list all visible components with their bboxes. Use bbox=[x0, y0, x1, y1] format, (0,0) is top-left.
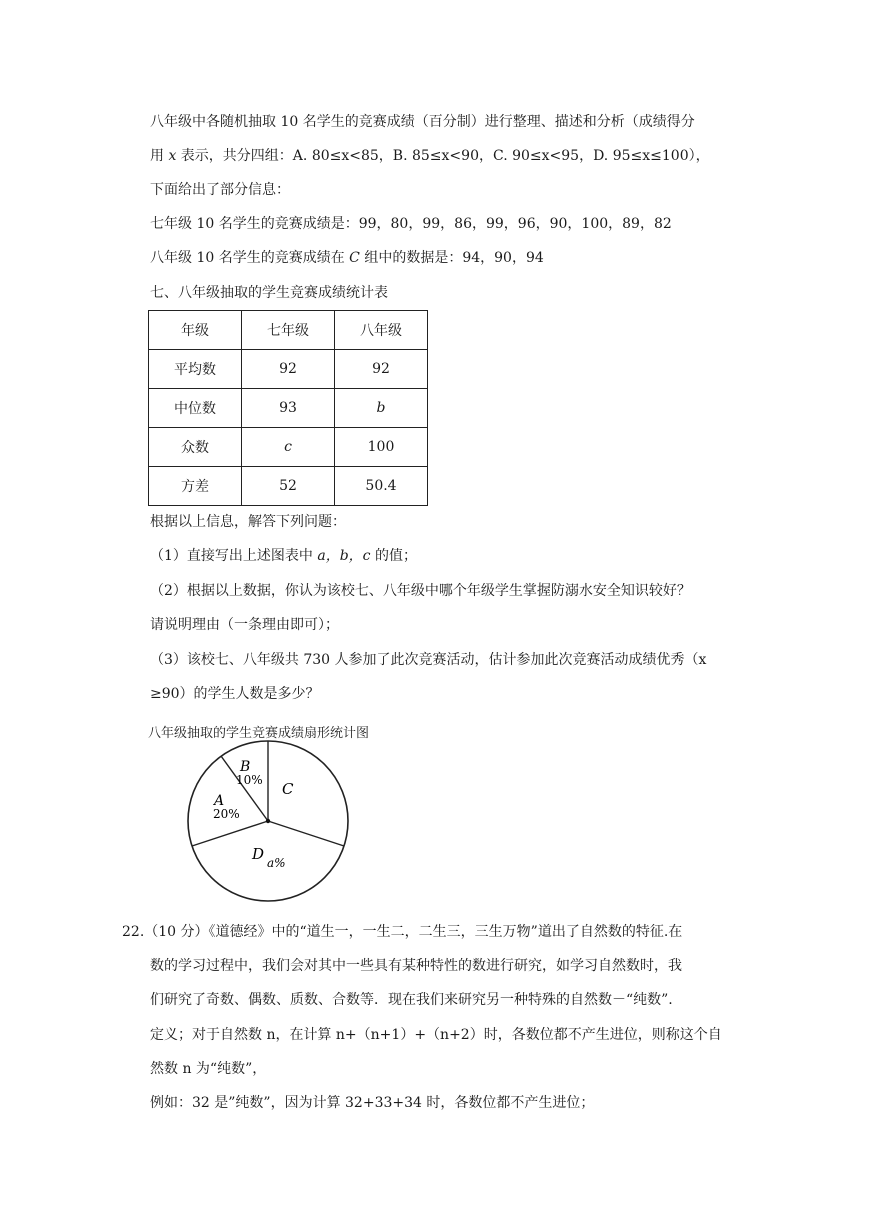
slice-pct-a: 20% bbox=[213, 807, 240, 821]
intro-line-2 bbox=[150, 146, 710, 166]
question-3-line-1: （3）该校七、八年级共 730 人参加了此次竞赛活动，估计参加此次竞赛活动成绩优秀（x bbox=[150, 652, 707, 668]
slice-label-a: A bbox=[214, 793, 225, 809]
questions-lead: 根据以上信息，解答下列问题： bbox=[150, 514, 346, 530]
intro-line-2-x: x bbox=[168, 148, 177, 164]
pie-chart bbox=[180, 740, 360, 905]
intro-line-2-post: 表示，共分四组：A. 80≤x<85，B. 85≤x<90，C. 90≤x<95，D. 95≤x≤100）， bbox=[176, 148, 710, 164]
table-header-row bbox=[149, 311, 428, 350]
slice-pct-d: a% bbox=[267, 856, 286, 870]
table-cell: 100 bbox=[335, 428, 428, 467]
q1-vars: a，b，c bbox=[317, 548, 371, 564]
table-cell: 50.4 bbox=[335, 467, 428, 506]
slice-pct-b: 10% bbox=[236, 773, 263, 787]
slice-label-d: D bbox=[252, 845, 265, 863]
table-cell: 众数 bbox=[149, 428, 242, 467]
table-cell: 中位数 bbox=[149, 389, 242, 428]
grade8-c-pre: 八年级 10 名学生的竞赛成绩在 bbox=[150, 250, 350, 266]
stats-table bbox=[148, 310, 428, 506]
grade8-c-group bbox=[150, 248, 544, 268]
table-cell: 92 bbox=[242, 350, 335, 389]
q22-line-5: 然数 n 为“纯数”， bbox=[150, 1061, 267, 1077]
table-cell: 92 bbox=[335, 350, 428, 389]
grade7-scores: 七年级 10 名学生的竞赛成绩是：99，80，99，86，99，96，90，100，89，82 bbox=[150, 216, 672, 232]
table-row bbox=[149, 428, 428, 467]
grade8-c-post: 组中的数据是：94，90，94 bbox=[359, 250, 544, 266]
table-cell: 八年级 bbox=[335, 311, 428, 350]
question-1 bbox=[150, 546, 417, 566]
q22-line-1: 22.（10 分）《道德经》中的“道生一，一生二，二生三，三生万物”道出了自然数的特征.在 bbox=[122, 924, 683, 940]
table-row bbox=[149, 467, 428, 506]
table-cell: 七年级 bbox=[242, 311, 335, 350]
table-cell: 52 bbox=[242, 467, 335, 506]
table-row bbox=[149, 350, 428, 389]
table-caption: 七、八年级抽取的学生竞赛成绩统计表 bbox=[150, 285, 388, 301]
q22-line-4: 定义；对于自然数 n，在计算 n+（n+1）+（n+2）时，各数位都不产生进位，则称这个自 bbox=[150, 1027, 722, 1043]
table-cell: c bbox=[242, 428, 335, 467]
slice-label-c: C bbox=[282, 780, 294, 798]
pie-center bbox=[266, 819, 270, 823]
intro-line-2-pre: 用 bbox=[150, 148, 169, 164]
pie-chart-title: 八年级抽取的学生竞赛成绩扇形统计图 bbox=[148, 726, 370, 741]
grade8-c-letter: C bbox=[349, 250, 360, 266]
q22-line-2: 数的学习过程中，我们会对其中一些具有某种特性的数进行研究，如学习自然数时，我 bbox=[150, 958, 682, 974]
question-2-line-1: （2）根据以上数据，你认为该校七、八年级中哪个年级学生掌握防溺水安全知识较好？ bbox=[150, 583, 691, 599]
table-row bbox=[149, 389, 428, 428]
intro-line-3: 下面给出了部分信息： bbox=[150, 182, 290, 198]
table-cell: 平均数 bbox=[149, 350, 242, 389]
slice-label-b: B bbox=[240, 759, 251, 775]
q22-line-6: 例如：32 是”纯数”，因为计算 32+33+34 时，各数位都不产生进位； bbox=[150, 1095, 595, 1111]
q1-post: 的值； bbox=[370, 548, 417, 564]
q1-pre: （1）直接写出上述图表中 bbox=[150, 548, 318, 564]
table-cell: 93 bbox=[242, 389, 335, 428]
question-3-line-2: ≥90）的学生人数是多少？ bbox=[150, 686, 320, 702]
q22-line-3: 们研究了奇数、偶数、质数、合数等．现在我们来研究另一种特殊的自然数－“纯数”. bbox=[150, 992, 673, 1008]
intro-line-1: 八年级中各随机抽取 10 名学生的竞赛成绩（百分制）进行整理、描述和分析（成绩得分 bbox=[150, 114, 695, 130]
question-2-line-2: 请说明理由（一条理由即可）； bbox=[150, 617, 339, 633]
table-cell: b bbox=[335, 389, 428, 428]
table-cell: 方差 bbox=[149, 467, 242, 506]
table-cell: 年级 bbox=[149, 311, 242, 350]
